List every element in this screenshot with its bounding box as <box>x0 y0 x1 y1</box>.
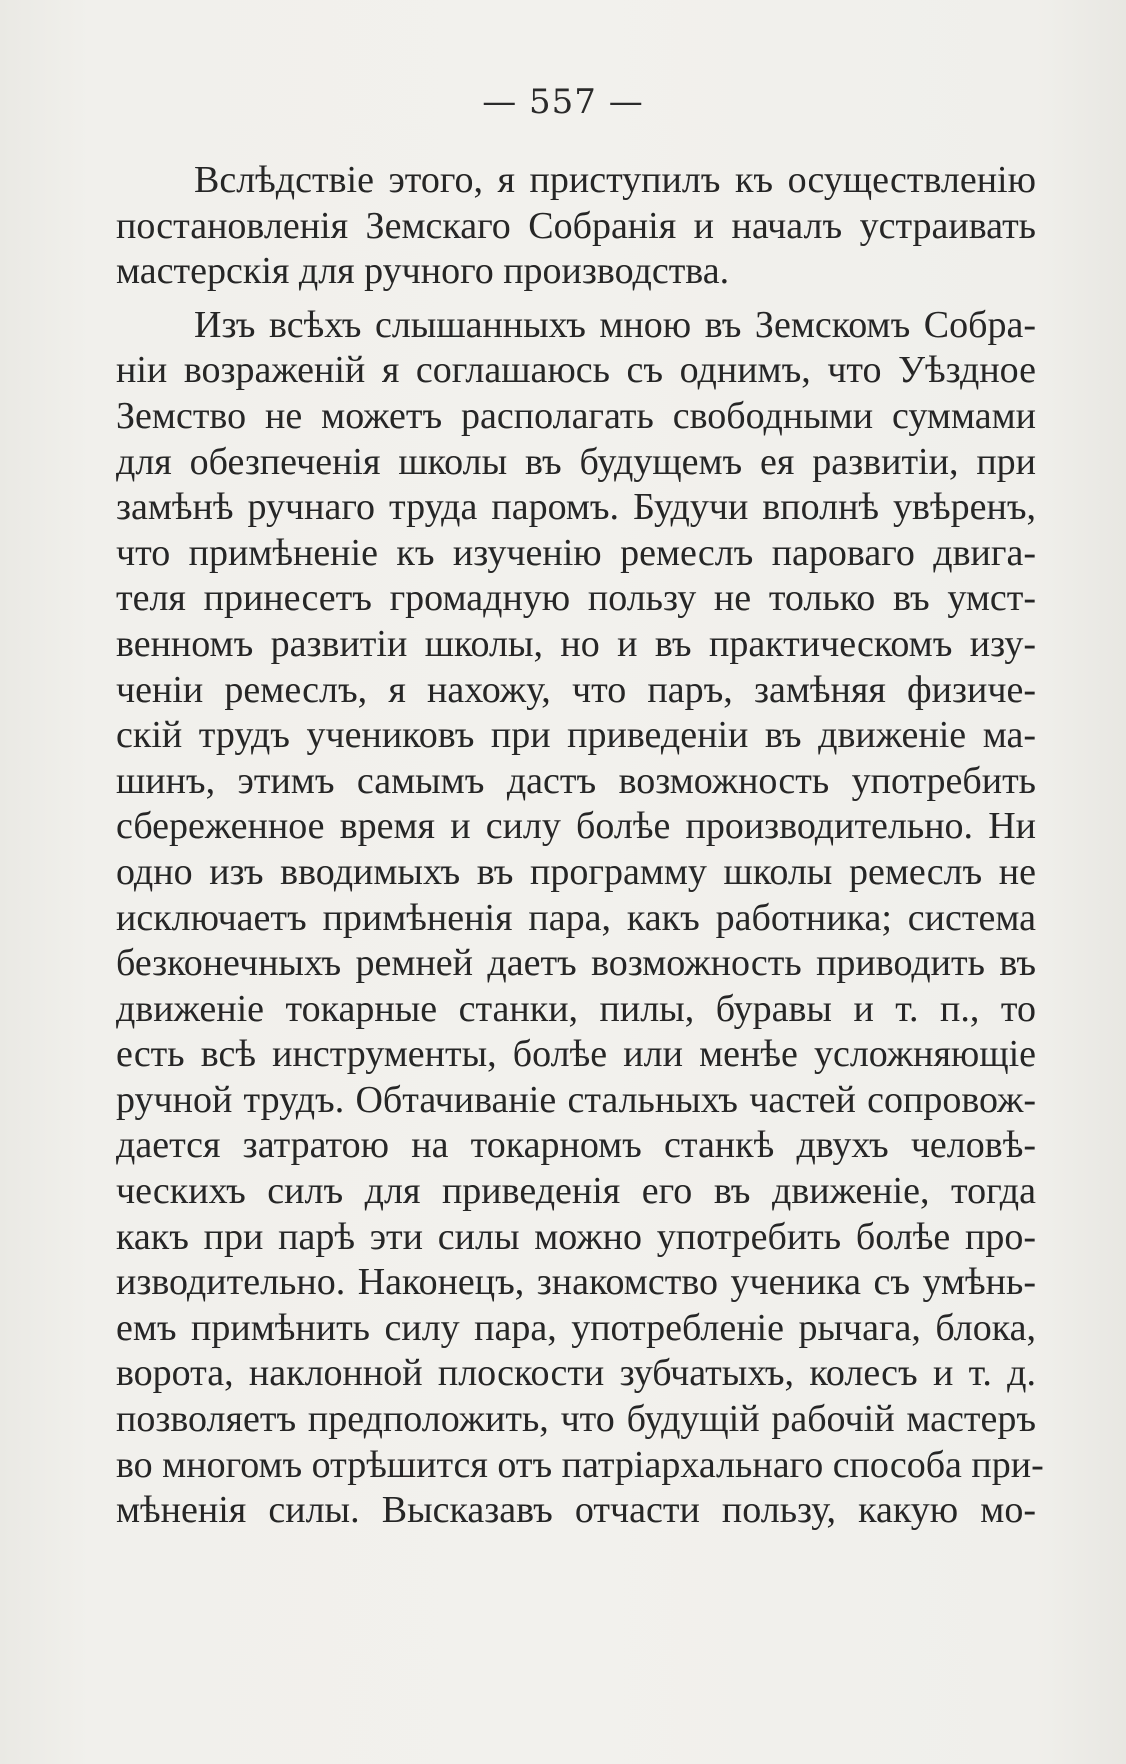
page-body <box>116 158 1044 1534</box>
text-line: изводительно. Наконецъ, знакомство ученика съ умѣнь- <box>116 1261 1036 1304</box>
text-line: безконечныхъ ремней даетъ возможность приводить въ <box>116 942 1036 985</box>
text-line: замѣнѣ ручнаго труда паромъ. Будучи вполнѣ увѣренъ, <box>116 486 1036 529</box>
text-line: движеніе токарные станки, пилы, буравы и т. п., то <box>116 987 1036 1030</box>
text-line: Изъ всѣхъ слышанныхъ мною въ Земскомъ Собра- <box>194 303 1036 346</box>
text-line: мѣненія силы. Высказавъ отчасти пользу, какую мо- <box>116 1489 1036 1532</box>
text-line: шинъ, этимъ самымъ дастъ возможность употребить <box>116 759 1036 802</box>
text-line: ченіи ремеслъ, я нахожу, что паръ, замѣняя физиче- <box>116 668 1036 711</box>
paragraph-2 <box>116 303 1044 1534</box>
text-line: венномъ развитіи школы, но и въ практическомъ изу- <box>116 622 1036 665</box>
text-line: емъ примѣнить силу пара, употребленіе рычага, блока, <box>116 1306 1036 1349</box>
text-line: какъ при парѣ эти силы можно употребить болѣе про- <box>116 1215 1036 1258</box>
text-line: мастерскія для ручного производства. <box>116 250 730 293</box>
text-line: ручной трудъ. Обтачиваніе стальныхъ частей сопровож- <box>116 1078 1036 1121</box>
text-line: Вслѣдствіе этого, я приступилъ къ осуществленію <box>194 159 1036 201</box>
text-line: во многомъ отрѣшится отъ патріархальнаго способа при- <box>116 1443 1044 1486</box>
text-line: постановленія Земскаго Собранія и началъ устраивать <box>116 204 1036 247</box>
text-line: есть всѣ инструменты, болѣе или менѣе усложняющіе <box>116 1033 1036 1076</box>
text-line: одно изъ вводимыхъ въ программу школы ремеслъ не <box>116 850 1036 893</box>
text-line: ворота, наклонной плоскости зубчатыхъ, колесъ и т. д. <box>116 1352 1036 1395</box>
page-number: — 557 — <box>482 82 644 122</box>
text-line: дается затратою на токарномъ станкѣ двухъ человѣ- <box>116 1124 1036 1167</box>
text-line: позволяетъ предположить, что будущій рабочій мастеръ <box>116 1398 1036 1441</box>
text-line: для обезпеченія школы въ будущемъ ея развитіи, при <box>116 440 1036 483</box>
text-line: ческихъ силъ для приведенія его въ движеніе, тогда <box>116 1170 1036 1213</box>
text-line: сбереженное время и силу болѣе производительно. Ни <box>116 805 1036 848</box>
text-line: теля принесетъ громадную пользу не только въ умст- <box>116 577 1036 620</box>
text-line: что примѣненіе къ изученію ремеслъ пароваго двига- <box>116 531 1036 574</box>
paragraph-1 <box>116 158 1036 295</box>
text-line: исключаетъ примѣненія пара, какъ работника; система <box>116 896 1036 939</box>
text-line: скій трудъ учениковъ при приведеніи въ движеніе ма- <box>116 714 1036 757</box>
text-line: ніи возраженій я соглашаюсь съ однимъ, что Уѣздное <box>116 349 1036 392</box>
text-line: Земство не можетъ располагать свободными суммами <box>116 394 1036 437</box>
